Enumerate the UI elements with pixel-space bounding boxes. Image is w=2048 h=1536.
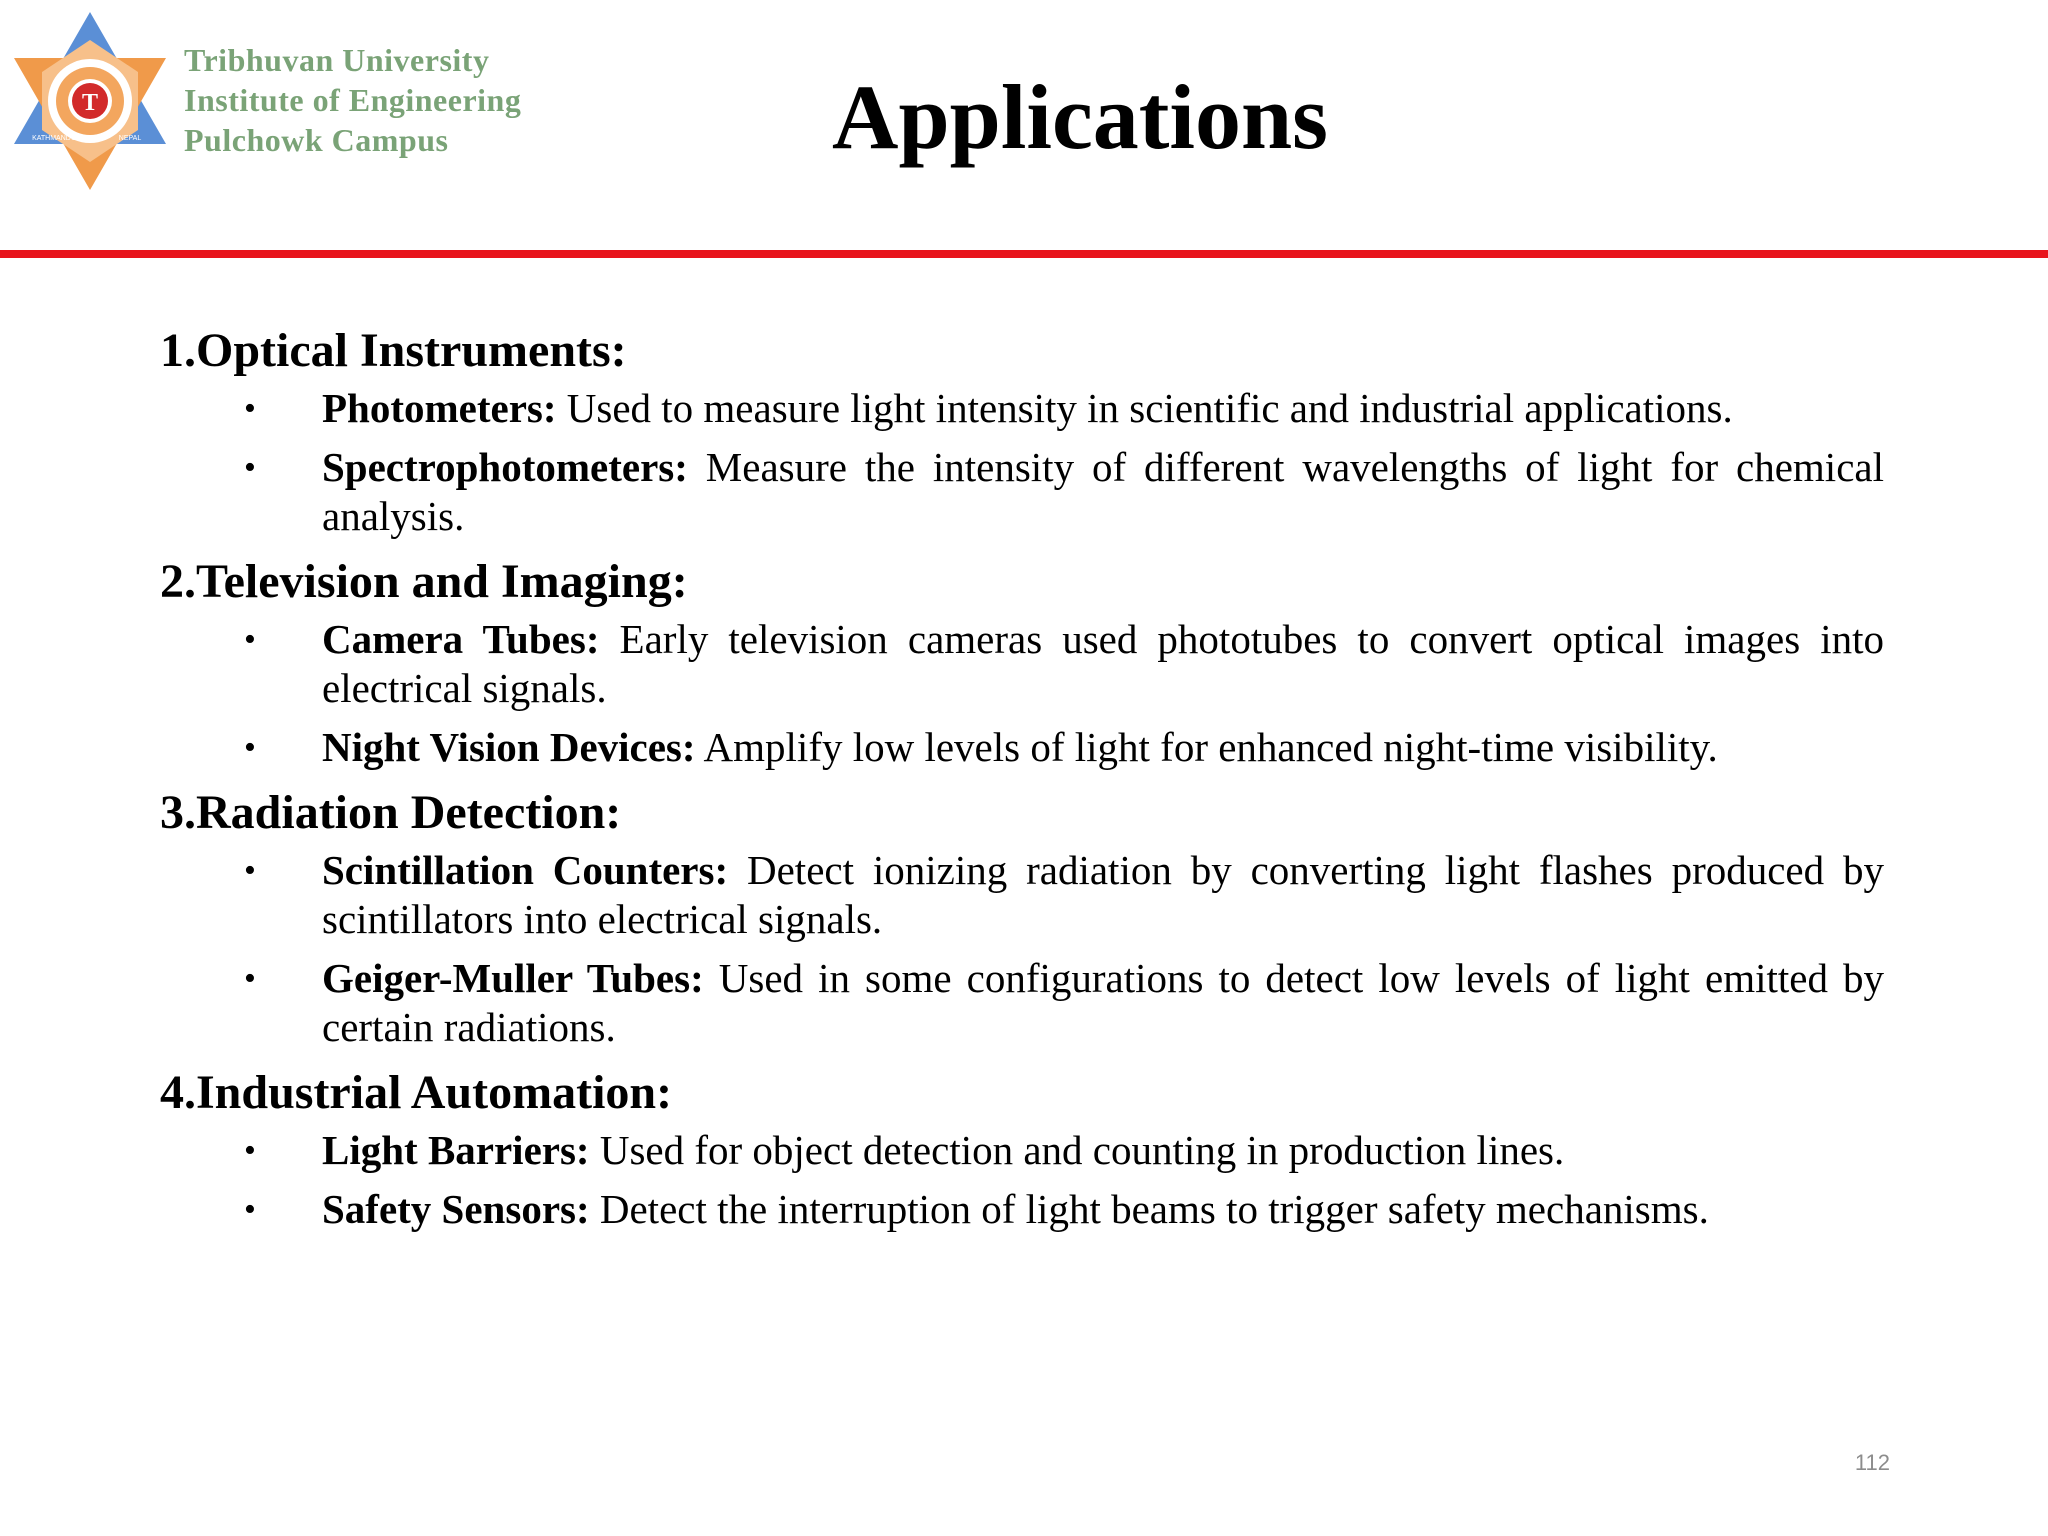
bullet-term: Spectrophotometers:: [322, 444, 688, 490]
section-radiation-detection: [160, 784, 1884, 1052]
seal-text-left: KATHMANDU: [32, 135, 76, 142]
section-heading: 4.Industrial Automation:: [160, 1066, 673, 1119]
section-optical-instruments: [160, 322, 1884, 541]
bullet-list: [160, 846, 1884, 1052]
bullet-term: Safety Sensors:: [322, 1186, 590, 1232]
slide-content: [160, 322, 1884, 1246]
institution-line: Institute of Engineering: [184, 82, 522, 118]
seal-monogram: T: [81, 90, 99, 116]
slide-title: Applications: [832, 66, 1328, 168]
list-item: [160, 1185, 1884, 1234]
bullet-icon: •: [244, 449, 256, 486]
bullet-text: Used to measure light intensity in scientific and industrial applications.: [556, 385, 1733, 431]
bullet-text: Early television cameras used phototubes to convert optical images into electrical signals.: [322, 616, 1884, 711]
bullet-text: Detect the interruption of light beams to trigger safety mechanisms.: [589, 1186, 1709, 1232]
seal-text-right: NEPAL: [118, 135, 142, 142]
institution-line: Tribhuvan University: [184, 42, 490, 78]
bullet-text: Used for object detection and counting in production lines.: [589, 1127, 1565, 1173]
list-item: [160, 443, 1884, 541]
bullet-icon: •: [244, 621, 256, 658]
section-industrial-automation: [160, 1064, 1884, 1234]
bullet-text: Amplify low levels of light for enhanced night-time visibility.: [695, 724, 1718, 770]
list-item: [160, 615, 1884, 713]
bullet-term: Camera Tubes:: [322, 616, 600, 662]
bullet-list: [160, 1126, 1884, 1234]
section-television-imaging: [160, 553, 1884, 772]
bullet-text: Detect ionizing radiation by converting light flashes produced by scintillators into electrical signals.: [322, 847, 1884, 942]
bullet-icon: •: [244, 729, 256, 766]
page-number: 112: [1854, 1450, 1890, 1475]
section-heading: 3.Radiation Detection:: [160, 786, 622, 839]
bullet-icon: •: [244, 390, 256, 427]
bullet-list: [160, 384, 1884, 541]
header-divider: [0, 250, 2048, 258]
bullet-term: Geiger-Muller Tubes:: [322, 955, 704, 1001]
bullet-icon: •: [244, 960, 256, 997]
list-item: [160, 846, 1884, 944]
bullet-term: Scintillation Counters:: [322, 847, 729, 893]
bullet-term: Light Barriers:: [322, 1127, 590, 1173]
list-item: [160, 1126, 1884, 1175]
bullet-list: [160, 615, 1884, 772]
list-item: [160, 384, 1884, 433]
bullet-icon: •: [244, 1191, 256, 1228]
bullet-icon: •: [244, 852, 256, 889]
institution-line: Pulchowk Campus: [184, 122, 449, 158]
bullet-text: Measure the intensity of different wavelengths of light for chemical analysis.: [322, 444, 1884, 539]
bullet-icon: •: [244, 1132, 256, 1169]
section-heading: 1.Optical Instruments:: [160, 324, 627, 377]
section-heading: 2.Television and Imaging:: [160, 555, 688, 608]
list-item: [160, 723, 1884, 772]
bullet-term: Photometers:: [322, 385, 557, 431]
bullet-term: Night Vision Devices:: [322, 724, 696, 770]
bullet-text: Used in some configurations to detect low levels of light emitted by certain radiations.: [322, 955, 1884, 1050]
list-item: [160, 954, 1884, 1052]
